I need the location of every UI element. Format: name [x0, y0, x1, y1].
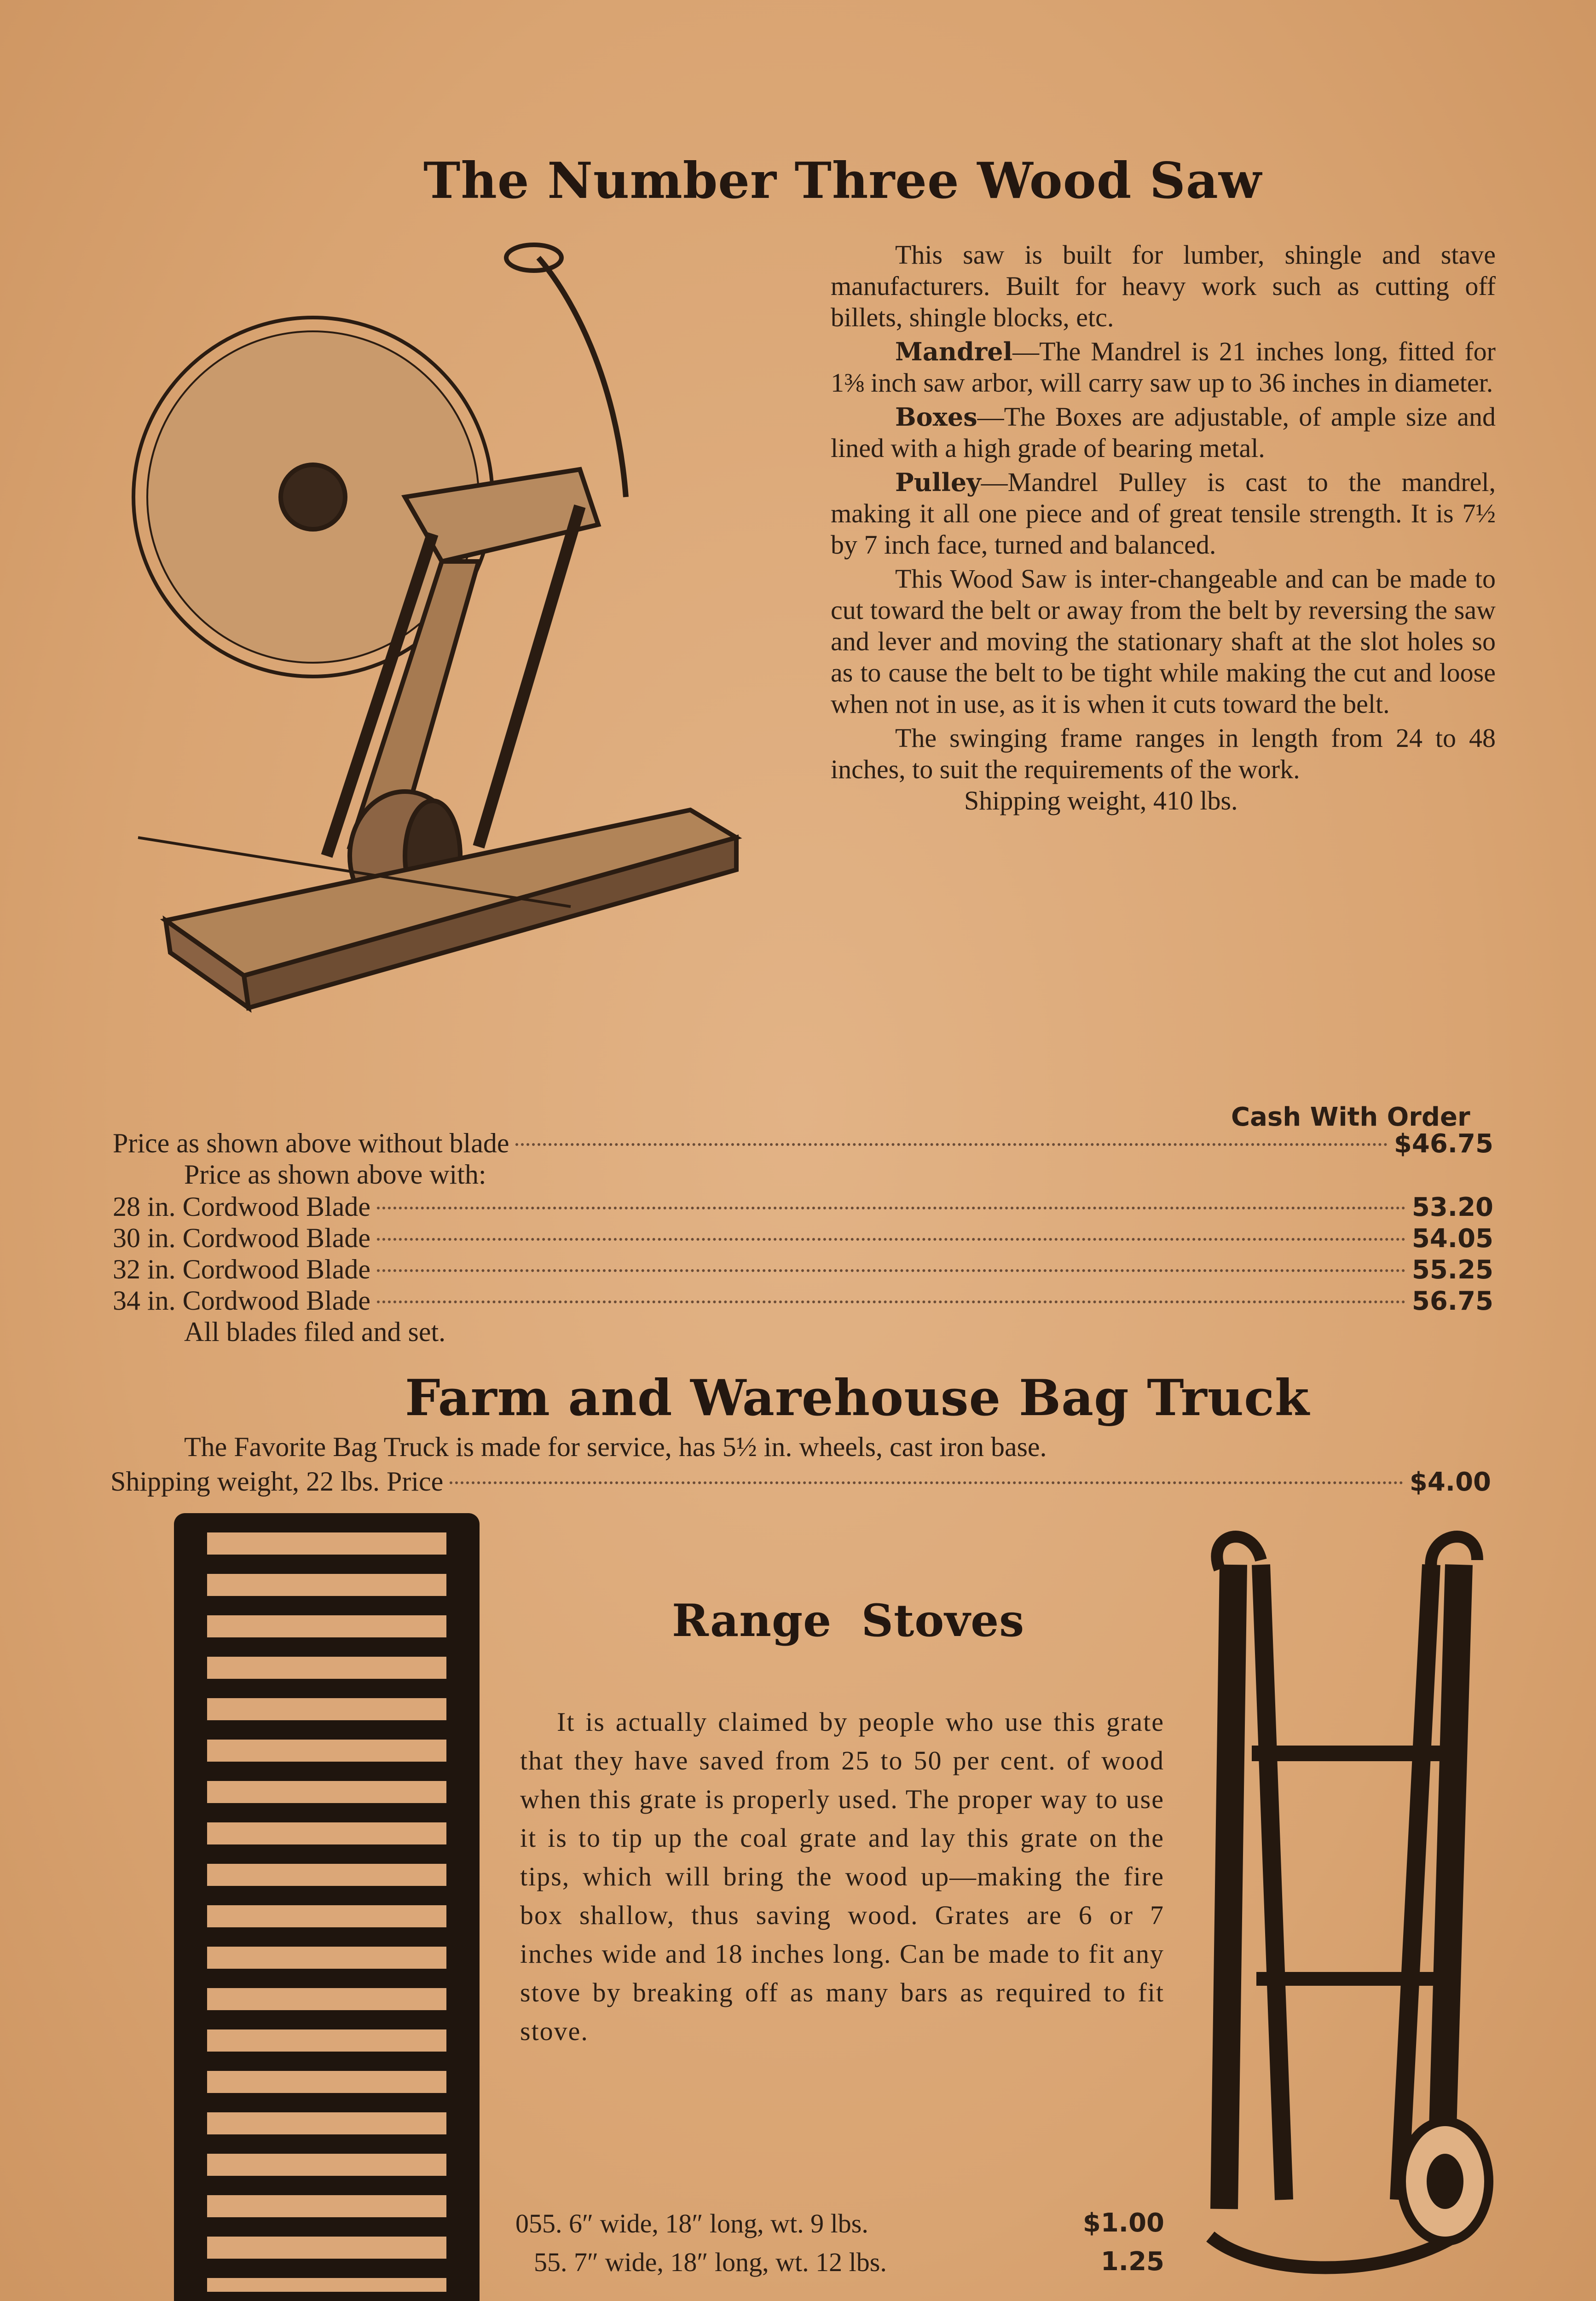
stove-item-text: 055. 6″ wide, 18″ long, wt. 9 lbs. — [515, 2208, 868, 2238]
blade-label: 30 in. Cordwood Blade — [113, 1223, 370, 1253]
blade-price: 56.75 — [1411, 1286, 1493, 1316]
bag-truck-illustration — [1169, 1519, 1500, 2301]
wood-saw-illustration — [110, 239, 773, 1022]
stoves-description: It is actually claimed by people who use this grate that they have saved from 25 to 50 per cent. of wood when this grate is properly used. The proper way to use it is to tip up the coal grate and lay this grate on the tips, which will bring the wood up—making the fire box shallow, thus saving wood. Grates are 6 or 7 inches wide and 18 inches long. Can be made to fit any stove by breaking off as many bars as required to fit stove. — [520, 1707, 1164, 2046]
stove-item-price: 1.25 — [1100, 2247, 1164, 2277]
boxes-label: Boxes — [895, 402, 977, 432]
truck-price: $4.00 — [1409, 1467, 1491, 1497]
truck-title: Farm and Warehouse Bag Truck — [405, 1369, 1310, 1427]
saw-boxes — [831, 401, 1496, 464]
blade-label: 34 in. Cordwood Blade — [113, 1285, 370, 1316]
blade-row — [113, 1191, 1493, 1223]
stove-item — [534, 2247, 1164, 2278]
blade-row — [113, 1285, 1493, 1317]
blade-label: 28 in. Cordwood Blade — [113, 1191, 370, 1222]
saw-description — [831, 239, 1496, 816]
blade-row — [113, 1254, 1493, 1285]
stove-item-price: $1.00 — [1082, 2208, 1164, 2238]
saw-mandrel — [831, 336, 1496, 399]
saw-title: The Number Three Wood Saw — [423, 152, 1262, 210]
blades-note: All blades filed and set. — [184, 1317, 446, 1347]
blade-price: 53.20 — [1411, 1192, 1493, 1222]
stove-item — [515, 2208, 1164, 2239]
saw-intro: This saw is built for lumber, shingle and stave manufacturers. Built for heavy work such as cutting off billets, shingle blocks, etc. — [831, 240, 1496, 332]
saw-price-row — [113, 1127, 1493, 1159]
pulley-text: —Mandrel Pulley is cast to the mandrel, making it all one piece and of great tensile strength. It is 7½ by 7 inch face, turned and balanced. — [831, 467, 1496, 560]
saw-interchange: This Wood Saw is inter-changeable and can be made to cut toward the belt or away from the belt by reversing the saw and lever and moving the stationary shaft at the slot holes so as to cause the belt to be tight while making the cut and loose when not in use, as it is when it cuts toward the belt. — [831, 564, 1496, 719]
stove-item-text: 55. 7″ wide, 18″ long, wt. 12 lbs. — [534, 2247, 887, 2277]
mandrel-text: —The Mandrel is 21 inches long, fitted for 1⅜ inch saw arbor, will carry saw up to 36 inches in diameter. — [831, 336, 1496, 398]
boxes-text: —The Boxes are adjustable, of ample size and lined with a high grade of bearing metal. — [831, 402, 1496, 463]
truck-description: The Favorite Bag Truck is made for service, has 5½ in. wheels, cast iron base. — [184, 1432, 1047, 1462]
saw-price-label: Price as shown above without blade — [113, 1128, 509, 1158]
saw-pulley — [831, 467, 1496, 561]
saw-price-value: $46.75 — [1394, 1129, 1493, 1159]
pulley-label: Pulley — [895, 468, 981, 497]
blade-price: 55.25 — [1411, 1255, 1493, 1285]
truck-price-row — [110, 1466, 1491, 1497]
cash-with-order-label: Cash With Order — [1231, 1102, 1470, 1132]
stoves-title: Range Stoves — [672, 1595, 1025, 1647]
blade-price: 54.05 — [1411, 1224, 1493, 1254]
saw-shipping: Shipping weight, 410 lbs. — [964, 786, 1238, 815]
saw-with-label: Price as shown above with: — [184, 1159, 486, 1190]
blade-label: 32 in. Cordwood Blade — [113, 1254, 370, 1284]
stove-grate-illustration — [170, 1509, 483, 2301]
truck-shipping-label: Shipping weight, 22 lbs. Price — [110, 1466, 444, 1497]
blade-row — [113, 1222, 1493, 1254]
mandrel-label: Mandrel — [895, 337, 1013, 366]
saw-frame: The swinging frame ranges in length from 24 to 48 inches, to suit the requirements of the work. — [831, 723, 1496, 784]
